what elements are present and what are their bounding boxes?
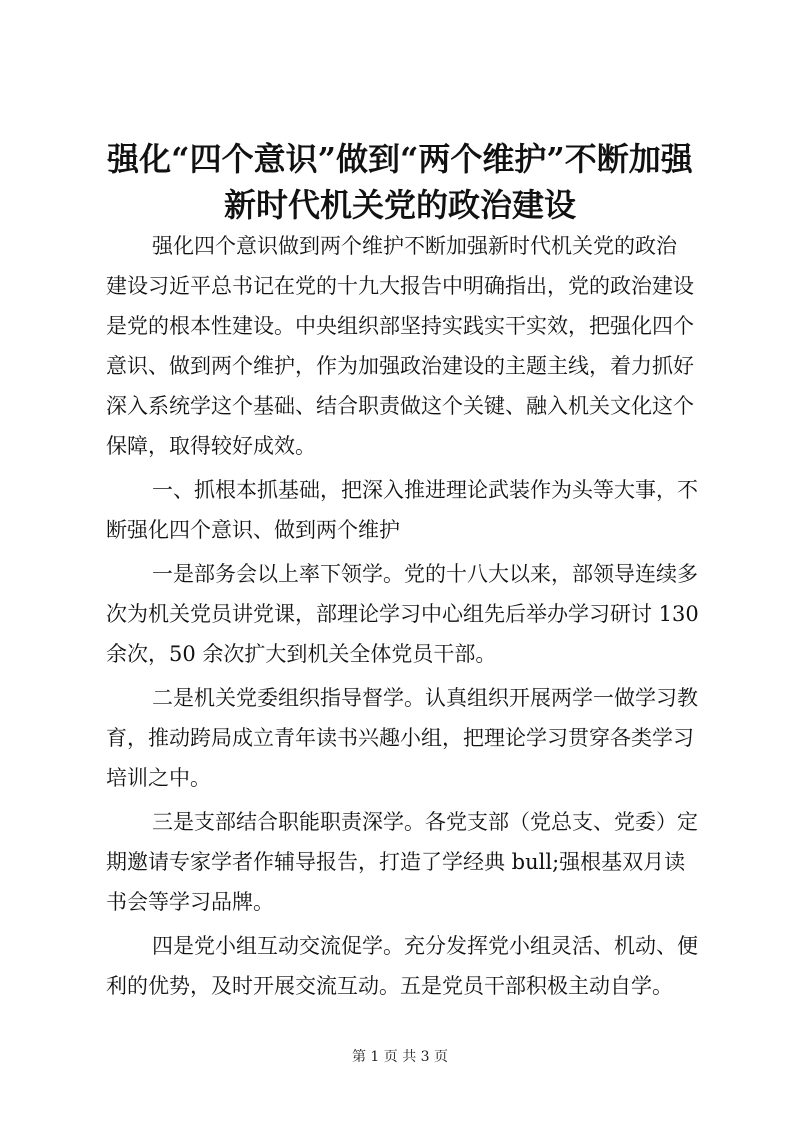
paragraph-point-1 [106,554,702,674]
text-line: 强化四个意识做到两个维护不断加强新时代机关党的政治 [152,234,677,258]
text-line: 培训之中。 [106,766,211,790]
paragraph-point-4 [106,926,702,1006]
title-line: 新时代机关党的政治建设 [223,186,576,224]
text-line: 意识、做到两个维护，作为加强政治建设的主题主线，着力抓好 [106,354,694,378]
text-line: 三是支部结合职能职责深学。各党支部（党总支、党委）定 [152,810,698,834]
document-title [90,136,710,228]
text-line: 一是部务会以上率下领学。党的十八大以来，部领导连续多 [152,562,698,586]
text-line: 余次，50 余次扩大到机关全体党员干部。 [106,642,497,666]
paragraph-point-3 [106,802,702,922]
text-line: 利的优势，及时开展交流互动。五是党员干部积极主动自学。 [106,974,673,998]
text-line: 深入系统学这个基础、结合职责做这个关键、融入机关文化这个 [106,394,694,418]
text-line: 断强化四个意识、做到两个维护 [106,518,400,542]
text-line: 保障，取得较好成效。 [106,434,316,458]
paragraph-point-2 [106,678,702,798]
text-line: 期邀请专家学者作辅导报告，打造了学经典 bull;强根基双月读 [106,850,686,874]
text-line: 是党的根本性建设。中央组织部坚持实践实干实效，把强化四个 [106,314,694,338]
text-line: 书会等学习品牌。 [106,890,274,914]
section-heading-1 [106,470,702,550]
text-line: 四是党小组互动交流促学。充分发挥党小组灵活、机动、便 [152,934,698,958]
text-line: 次为机关党员讲党课，部理论学习中心组先后举办学习研讨 130 [106,602,699,626]
text-line: 一、抓根本抓基础，把深入推进理论武装作为头等大事，不 [152,478,698,502]
paragraph-intro [106,226,702,466]
page-number-footer: 第 1 页 共 3 页 [351,1049,449,1065]
text-line: 二是机关党委组织指导督学。认真组织开展两学一做学习教 [152,686,698,710]
text-line: 育，推动跨局成立青年读书兴趣小组，把理论学习贯穿各类学习 [106,726,694,750]
text-line: 建设习近平总书记在党的十九大报告中明确指出，党的政治建设 [106,274,694,298]
document-body [106,226,702,1010]
title-line: 强化“四个意识”做到“两个维护”不断加强 [107,140,693,178]
